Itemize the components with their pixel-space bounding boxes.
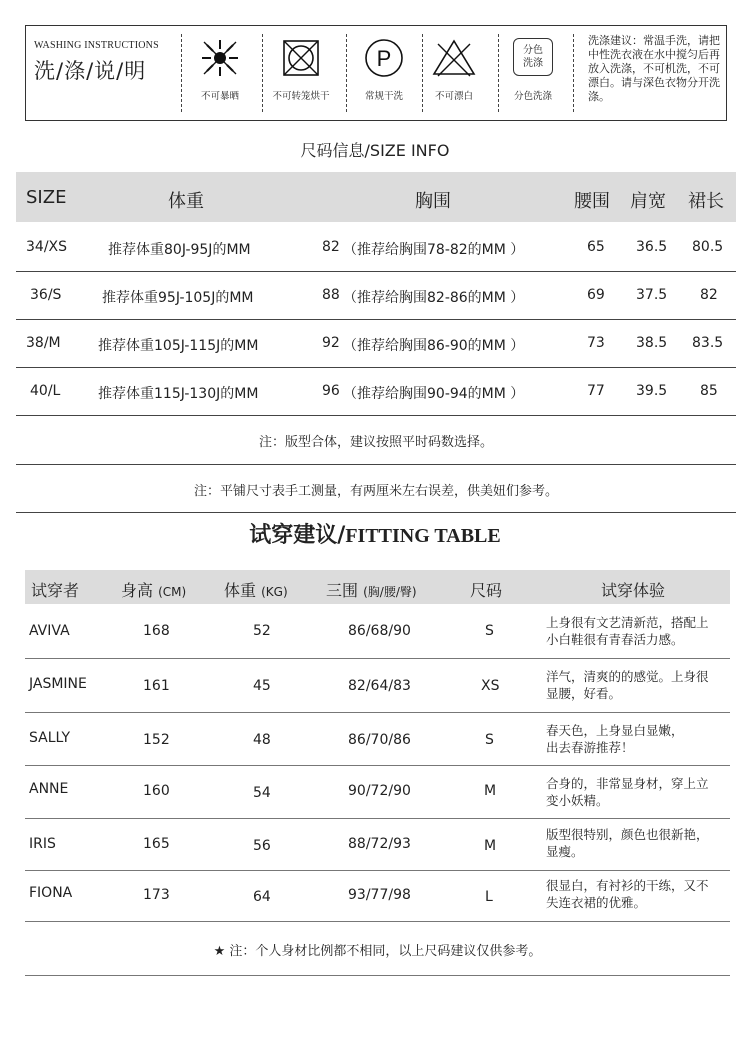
separate-wash-icon [513,38,553,76]
cell-weight: 56 [253,838,271,854]
separate-wash-badge-line2: 洗涤 [523,58,543,69]
header-weight-label: 体重 [224,581,257,600]
size-table-header [16,172,736,222]
experience-line: 上身很有文艺清新范，搭配上 [546,615,709,630]
experience-line: 失连衣裙的优雅。 [546,895,647,910]
header-weight [224,578,288,601]
cell-experience [546,826,730,860]
care-symbol-no-tumble-dry [265,36,337,102]
no-bleach-icon [430,36,478,80]
header-bwh [326,578,417,601]
cell-size: 34/XS [26,239,68,255]
experience-line: 变小妖精。 [546,793,609,808]
header-length: 裙长 [688,191,724,212]
cell-bwh: 88/72/93 [348,836,411,852]
washing-title-cn: 洗/涤/说/明 [34,59,147,83]
header-height-label: 身高 [121,581,154,600]
cell-weight: 48 [253,732,271,748]
fitting-row [25,714,730,766]
cell-size: S [485,623,494,639]
cell-weight: 45 [253,678,271,694]
row-divider [16,464,736,465]
cell-size: M [484,783,497,799]
cell-name: AVIVA [29,623,70,639]
cell-name: JASMINE [29,676,87,692]
cell-bust: 82 [322,239,340,255]
cell-size: 40/L [30,383,61,399]
cell-height: 165 [143,836,170,852]
header-weight-unit: (KG) [261,585,288,599]
fitting-row [25,871,730,923]
cell-bwh: 90/72/90 [348,783,411,799]
header-size: SIZE [26,187,67,208]
fitting-title [0,518,750,549]
experience-line: 显腰，好看。 [546,686,622,701]
cell-bust-note: （推荐给胸围78-82的MM ） [343,242,525,258]
cell-bust-note: （推荐给胸围82-86的MM ） [343,290,525,306]
care-label: 不可转笼烘干 [272,91,330,102]
dry-clean-p-icon [362,36,406,80]
cell-bust: 92 [322,335,340,351]
cell-shoulder: 39.5 [636,383,668,399]
experience-line: 出去春游推荐！ [546,740,634,755]
header-waist: 腰围 [574,191,610,212]
washing-advice: 洗涤建议：常温手洗，请把中性洗衣液在水中搅匀后再放入洗涤，不可机洗，不可漂白。请与深色衣物分开洗涤。 [588,34,720,103]
experience-line: 很显白，有衬衫的干练，又不 [546,878,709,893]
care-symbol-no-bleach [418,36,490,102]
cell-weight: 推荐体重95J-105J的MM [102,290,254,306]
cell-size: XS [481,678,500,694]
experience-line: 版型很特别，颜色也很新艳， [546,827,709,842]
cell-height: 173 [143,887,170,903]
fitting-row [25,820,730,872]
experience-line: 春天色，上身显白显嫩， [546,723,684,738]
cell-size: S [485,732,494,748]
cell-weight: 52 [253,623,271,639]
cell-shoulder: 37.5 [636,287,668,303]
size-note-1: 注：版型合体，建议按照平时码数选择。 [258,435,493,450]
size-row [16,368,736,416]
fitting-title-cn: 试穿建议/ [249,523,346,548]
care-label: 不可漂白 [434,91,473,102]
care-symbol-no-sun [184,36,256,102]
cell-length: 83.5 [692,335,724,351]
cell-bwh: 86/70/86 [348,732,411,748]
divider [346,34,347,112]
experience-line: 洋气，清爽的的感觉。上身很 [546,669,709,684]
cell-size: L [485,889,493,905]
header-experience: 试穿体验 [601,581,666,600]
cell-size: 36/S [30,287,62,303]
experience-line: 显瘦。 [546,844,584,859]
cell-experience [546,614,730,648]
cell-weight: 推荐体重115J-130J的MM [98,386,259,402]
care-label: 不可暴晒 [200,91,239,102]
cell-name: ANNE [29,781,69,797]
cell-weight: 推荐体重80J-95J的MM [108,242,251,258]
cell-waist: 77 [587,383,605,399]
size-info-title: 尺码信息/SIZE INFO [300,141,450,160]
experience-line: 小白鞋很有青春活力感。 [546,632,684,647]
header-height-unit: (CM) [158,585,187,599]
fitting-row [25,660,730,712]
row-divider [25,712,730,713]
no-tumble-dry-icon [279,36,323,80]
size-note-2: 注：平铺尺寸表手工测量，有两厘米左右误差，供美妞们参考。 [193,484,558,499]
fitting-table-header [25,570,730,604]
fitting-footnote: ★ 注：个人身材比例都不相同，以上尺码建议仅供参考。 [213,944,542,959]
cell-name: IRIS [29,836,56,852]
size-row [16,272,736,320]
cell-experience [546,877,730,911]
size-row [16,224,736,272]
fitting-title-en: FITTING TABLE [345,525,501,547]
cell-bwh: 86/68/90 [348,623,411,639]
cell-name: FIONA [29,885,73,901]
washing-instructions-box [25,25,727,121]
cell-length: 85 [700,383,718,399]
care-symbol-dry-clean [348,36,420,102]
cell-bust-note: （推荐给胸围86-90的MM ） [343,338,525,354]
cell-waist: 65 [587,239,605,255]
cell-bwh: 93/77/98 [348,887,411,903]
row-divider [25,818,730,819]
cell-height: 168 [143,623,170,639]
cell-height: 161 [143,678,170,694]
cell-bust: 88 [322,287,340,303]
cell-bust-note: （推荐给胸围90-94的MM ） [343,386,525,402]
cell-bust: 96 [322,383,340,399]
no-sun-icon [198,36,242,80]
cell-weight: 54 [253,785,271,801]
cell-experience [546,775,730,809]
cell-length: 82 [700,287,718,303]
care-label: 常规干洗 [364,91,403,102]
header-bust: 胸围 [415,191,451,212]
cell-waist: 69 [587,287,605,303]
fitting-row [25,767,730,819]
fitting-row [25,608,730,660]
size-row [16,320,736,368]
cell-weight: 64 [253,889,271,905]
header-bwh-unit: (胸/腰/臀) [363,585,417,599]
row-divider [16,512,736,513]
washing-title-en: WASHING INSTRUCTIONS [34,40,159,51]
header-weight: 体重 [168,191,204,212]
cell-weight: 推荐体重105J-115J的MM [98,338,259,354]
cell-experience [546,668,730,702]
cell-waist: 73 [587,335,605,351]
cell-experience [546,722,730,756]
divider [573,34,574,112]
cell-shoulder: 36.5 [636,239,668,255]
cell-height: 152 [143,732,170,748]
experience-line: 合身的，非常显身材，穿上立 [546,776,709,791]
cell-bwh: 82/64/83 [348,678,411,694]
header-size: 尺码 [470,581,503,600]
header-height [121,578,186,601]
cell-height: 160 [143,783,170,799]
row-divider [25,765,730,766]
row-divider [25,658,730,659]
row-divider [25,921,730,922]
cell-name: SALLY [29,730,71,746]
divider [262,34,263,112]
cell-size: M [484,838,497,854]
cell-shoulder: 38.5 [636,335,668,351]
washing-title [34,40,184,85]
row-divider [16,415,736,416]
cell-size: 38/M [26,335,61,351]
cell-length: 80.5 [692,239,724,255]
separate-wash-badge-line1: 分色 [523,45,543,56]
header-tester: 试穿者 [31,581,80,600]
svg-text:P: P [376,46,392,71]
care-symbol-separate-wash [497,36,569,102]
header-shoulder: 肩宽 [630,191,666,212]
divider [181,34,182,112]
header-bwh-label: 三围 [326,581,359,600]
row-divider [25,975,730,976]
care-label: 分色洗涤 [513,91,552,102]
